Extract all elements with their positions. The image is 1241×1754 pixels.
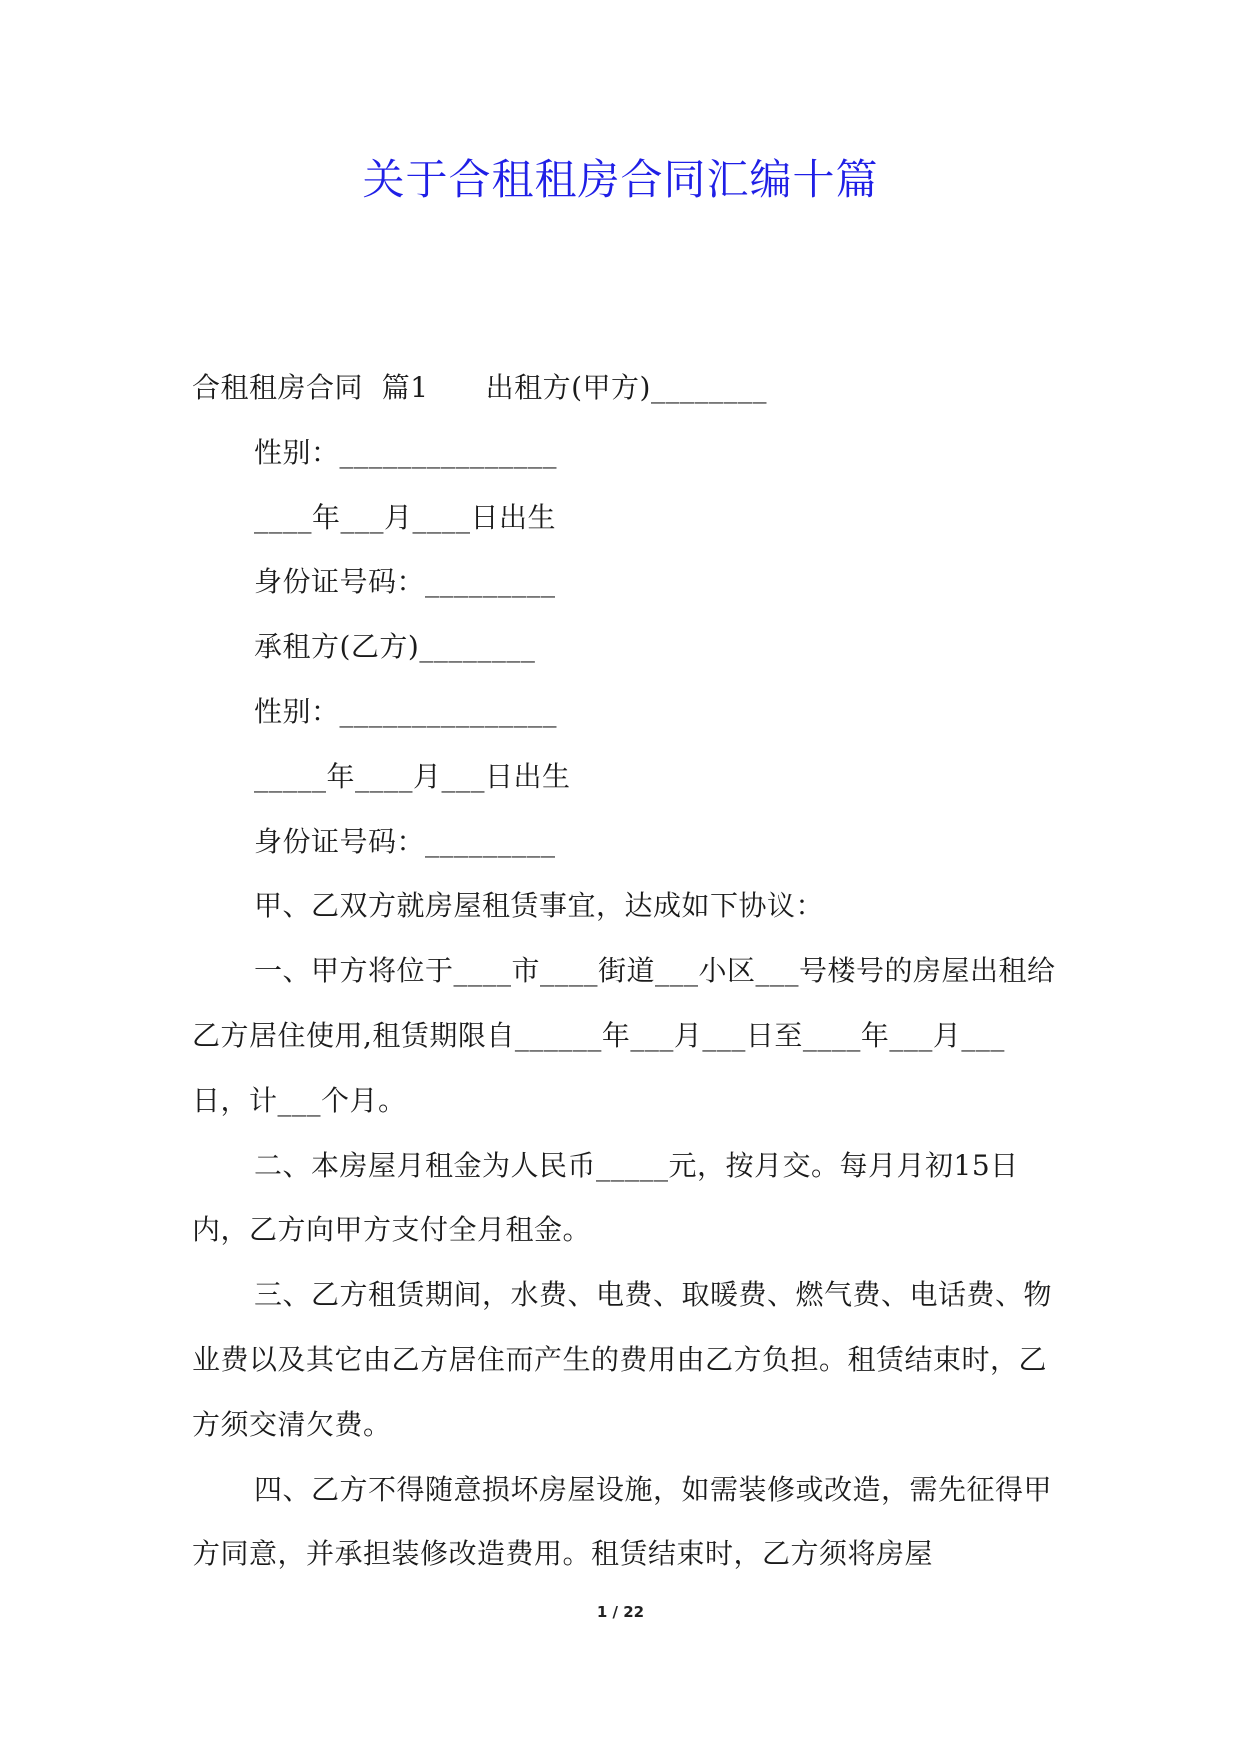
document-body	[192, 356, 1060, 1587]
paragraph-clause-1: 一、甲方将位于____市____街道___小区___号楼号的房屋出租给乙方居住使用,租赁期限自______年___月___日至____年___月___日，计___个月。	[192, 954, 1056, 1117]
paragraph-lessee-birthdate: _____年____月___日出生	[254, 759, 571, 793]
document-title: 关于合租租房合同汇编十篇	[362, 155, 879, 204]
page-number: 1 / 22	[596, 1603, 645, 1621]
paragraph-lessee-gender: 性别：_______________	[254, 694, 558, 728]
paragraph-lessee: 承租方(乙方)________	[254, 630, 536, 664]
paragraph-agreement-intro: 甲、乙双方就房屋租赁事宜，达成如下协议：	[254, 889, 825, 923]
paragraph-lessor-birthdate: ____年___月____日出生	[254, 500, 557, 534]
paragraph-lessee-id-number: 身份证号码：_________	[254, 824, 556, 858]
paragraph-clause-3: 三、乙方租赁期间，水费、电费、取暖费、燃气费、电话费、物业费以及其它由乙方居住而产生的费用由乙方负担。租赁结束时，乙方须交清欠费。	[192, 1278, 1053, 1441]
paragraph-lessor-gender: 性别：_______________	[254, 435, 558, 469]
paragraph-clause-4: 四、乙方不得随意损坏房屋设施，如需装修或改造，需先征得甲方同意，并承担装修改造费用。租赁结束时，乙方须将房屋	[192, 1472, 1053, 1571]
paragraph-clause-2: 二、本房屋月租金为人民币_____元，按月交。每月月初15日内，乙方向甲方支付全月租金。	[192, 1148, 1019, 1247]
paragraph-contract-heading: 合租租房合同 篇1 出租方(甲方)________	[192, 371, 767, 404]
paragraph-lessor-id-number: 身份证号码：_________	[254, 565, 556, 599]
